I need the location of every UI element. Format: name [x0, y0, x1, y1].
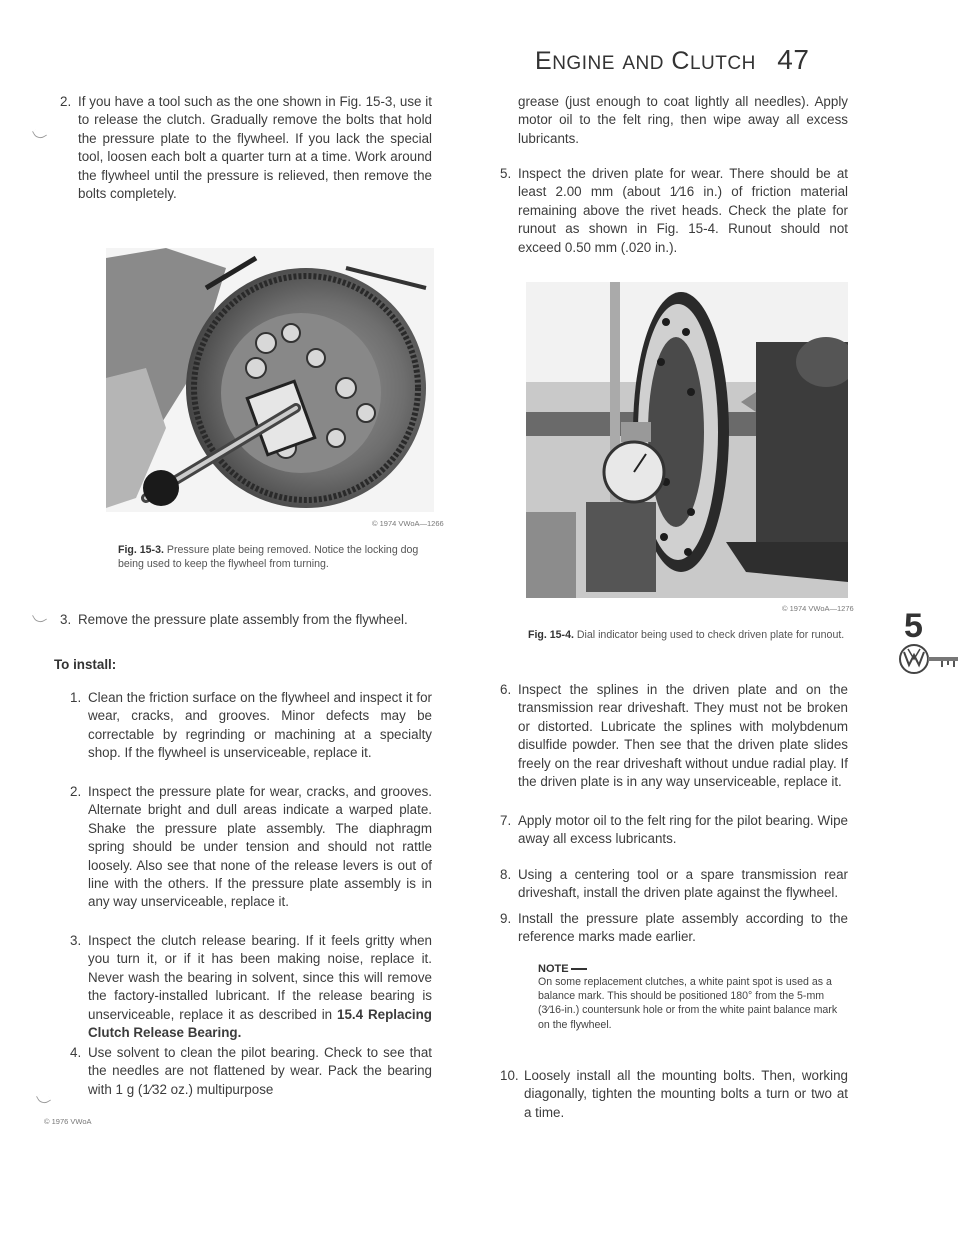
note-box [538, 963, 838, 1032]
step-text: Using a centering tool or a spare transmission rear driveshaft, install the driven plate against the flywheel. [518, 867, 848, 901]
margin-mark [32, 126, 47, 141]
margin-mark [32, 610, 47, 625]
step-number: 5. [500, 166, 512, 181]
footer-copyright: © 1976 VWoA [44, 1117, 92, 1126]
step-10-mounting-bolts [500, 1067, 848, 1122]
step-number: 9. [500, 911, 512, 926]
page-number: 47 [777, 44, 810, 75]
step-text: Use solvent to clean the pilot bearing. Check to see that the needles are not flattened by wear. Pack the bearing with 1 g (1⁄32 oz.) multipurpose [88, 1045, 432, 1097]
vw-logo-icon [898, 643, 958, 675]
install-step-3 [70, 932, 432, 1042]
vw-logo-tab [898, 643, 958, 675]
header-and: AND [622, 53, 664, 74]
cross-reference: 15.4 Replacing Clutch Release Bearing. [88, 1006, 432, 1041]
figure-15-4-caption-text: Dial indicator being used to check driven plate for runout. [576, 629, 845, 641]
figure-15-3-caption-text: Pressure plate being removed. Notice the locking dog being used to keep the flywheel from turning. [118, 544, 419, 570]
figure-15-4-label: Fig. 15-4. [528, 629, 574, 641]
figure-15-4-credit: © 1974 VWoA—1276 [782, 604, 854, 613]
figure-15-3-credit: © 1974 VWoA—1266 [372, 519, 444, 528]
step-5-inspect-plate [500, 165, 848, 257]
step-text: grease (just enough to coat lightly all needles). Apply motor oil to the felt ring, then wipe away all excess lubricants. [518, 94, 848, 146]
figure-15-4-photo [526, 282, 848, 598]
section-tab-number: 5 [904, 607, 923, 645]
step-text: Loosely install all the mounting bolts. Then, working diagonally, tighten the mounting bolts a turn or two at a time. [524, 1068, 848, 1120]
header-clutch-rest: LUTCH [689, 53, 756, 74]
step-text: If you have a tool such as the one shown in Fig. 15-3, use it to release the clutch. Gradually remove the bolts that hold the pressure plate to the flywheel. If you lack the special tool, loosen each bolt a quarter turn at a time. Work around the flywheel until the pressure is relieved, then remove the bolts completely. [78, 94, 432, 202]
install-step-4 [70, 1044, 432, 1099]
install-step-1 [70, 689, 432, 763]
note-title: NOTE [538, 963, 838, 975]
step-number: 4. [70, 1045, 82, 1060]
step-number: 2. [70, 784, 82, 799]
install-heading: To install: [54, 657, 117, 672]
step-number: 8. [500, 867, 512, 882]
step-number: 10. [500, 1068, 519, 1083]
header-engine-rest: NGINE [552, 53, 615, 74]
step-7-oil-felt-ring [500, 812, 848, 849]
step-text: Apply motor oil to the felt ring for the pilot bearing. Wipe away all excess lubricants. [518, 813, 848, 847]
step-text: Inspect the driven plate for wear. There should be at least 2.00 mm (about 1⁄16 in.) of friction material remaining above the rivet heads. Check the plate for runout as shown in Fig. 15-4. Runout should not exceed 0.50 mm (.020 in.). [518, 166, 848, 255]
step-text: Inspect the clutch release bearing. If it feels gritty when you turn it, or if it has been making noise, replace it. Never wash the bearing in solvent, since this will remove the factory-installed lubricant. If the release bearing is unserviceable, replace it as described in [88, 933, 432, 1022]
step-4-continued [518, 93, 848, 148]
install-step-2 [70, 783, 432, 912]
step-8-install-plate [500, 866, 848, 903]
step-number: 2. [60, 94, 72, 109]
step-number: 3. [70, 933, 82, 948]
step-text: Inspect the pressure plate for wear, cracks, and grooves. Alternate bright and dull areas indicate a warped plate. Shake the pressure plate assembly. The diaphragm spring should be under tension and should not rattle loosely. Also see that none of the release levers is out of line with the others. If the pressure plate assembly is in any way unserviceable, replace it. [88, 784, 432, 910]
step-text: Inspect the splines in the driven plate and on the transmission rear driveshaft. They must not be broken or distorted. Lubricate the splines with molybdenum disulfide powder. Then see that the driven plate slides freely on the rear driveshaft without undue radial play. If the driven plate is in any way unserviceable, replace it. [518, 682, 848, 790]
step-text: Install the pressure plate assembly according to the reference marks made earlier. [518, 911, 848, 945]
step-3-remove-plate [60, 611, 432, 629]
margin-mark [36, 1091, 51, 1106]
note-text: On some replacement clutches, a white paint spot is used as a balance mark. This should be positioned 180° from the 5-mm (3⁄16-in.) countersunk hole or from the white paint balance mark on the flywheel. [538, 976, 838, 1031]
header-cap-c: C [671, 47, 690, 75]
dial-indicator-photo [526, 282, 848, 598]
step-2-remove [60, 93, 432, 203]
figure-15-3-caption [118, 543, 434, 571]
step-number: 6. [500, 682, 512, 697]
figure-15-4-caption [528, 628, 848, 642]
step-9-install-pressure-plate [500, 910, 848, 947]
step-text: Clean the friction surface on the flywheel and inspect it for wear, cracks, and grooves. Minor defects may be correctable by regrinding or machining at a specialty shop. If the flywheel is unserviceable, replace it. [88, 690, 432, 761]
header-cap-e: E [535, 47, 553, 75]
page-header [535, 44, 809, 76]
step-text: Remove the pressure plate assembly from the flywheel. [78, 612, 408, 627]
figure-15-3-label: Fig. 15-3. [118, 544, 164, 556]
figure-15-3-photo [106, 248, 434, 512]
step-number: 1. [70, 690, 82, 705]
step-number: 7. [500, 813, 512, 828]
step-number: 3. [60, 612, 72, 627]
step-6-inspect-splines [500, 681, 848, 791]
pressure-plate-photo [106, 248, 434, 512]
